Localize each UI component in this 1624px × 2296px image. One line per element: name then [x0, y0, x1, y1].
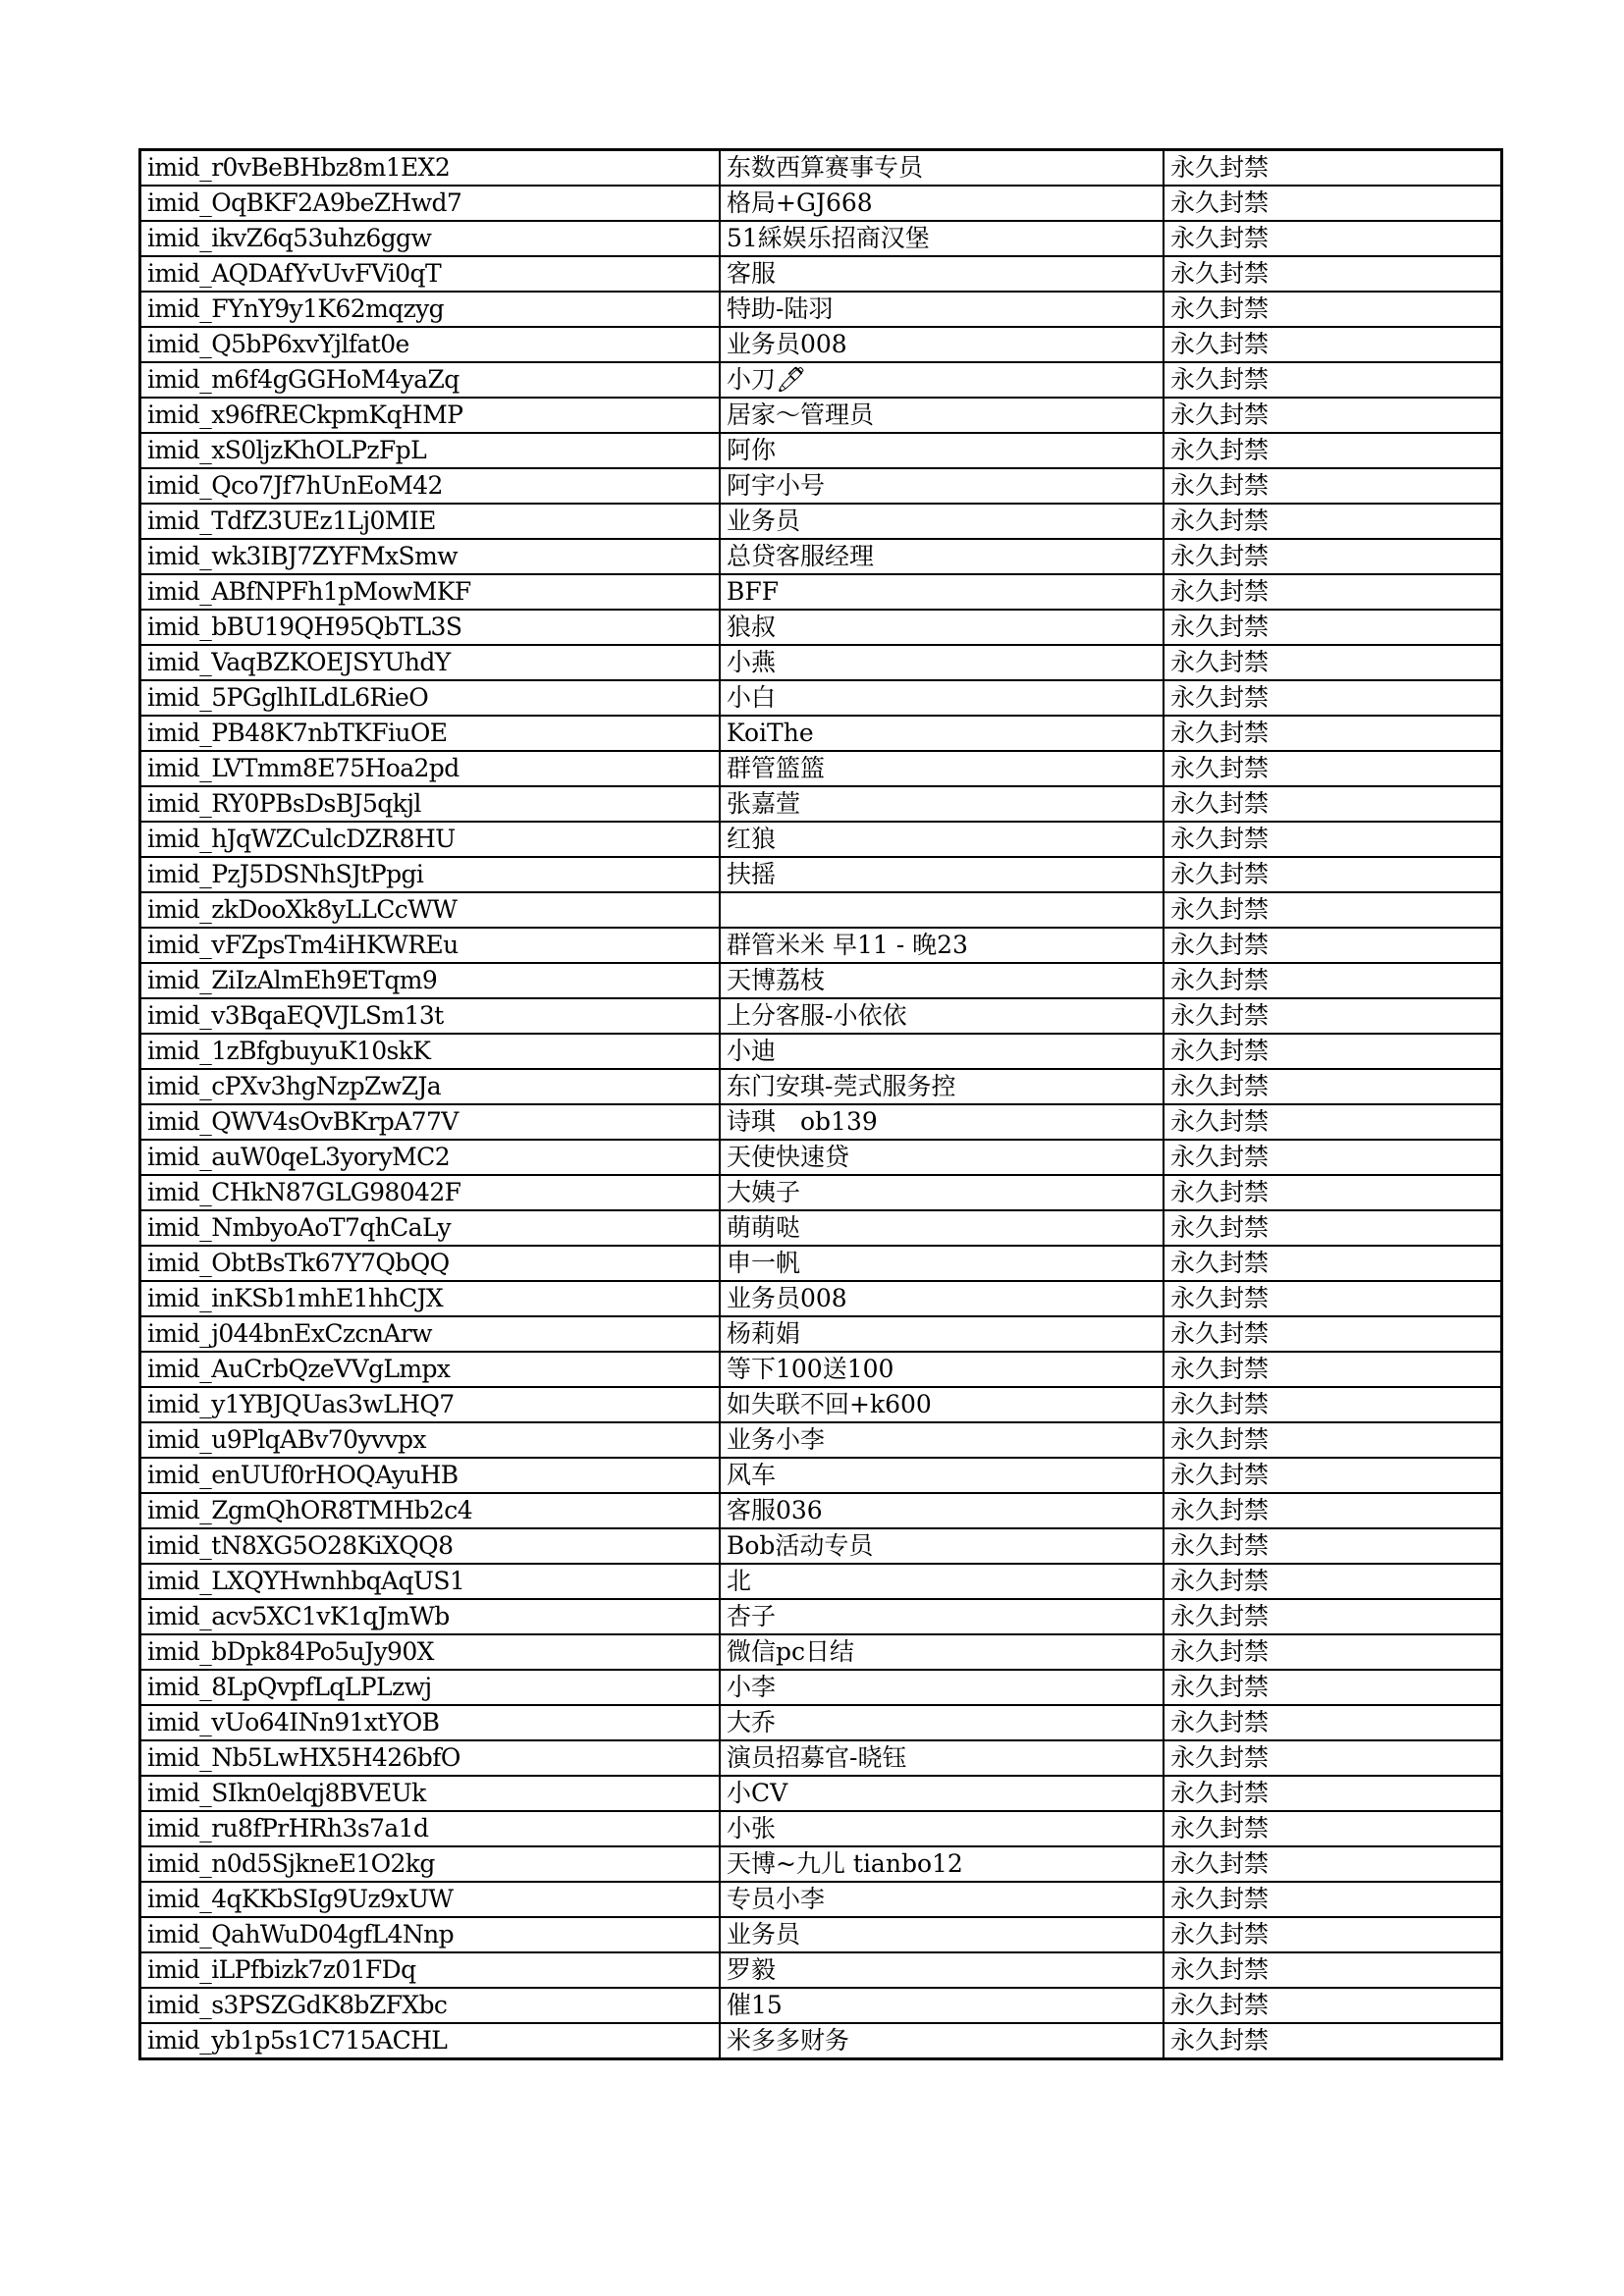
nickname-cell: KoiThe — [720, 716, 1164, 751]
account-id-cell: imid_vFZpsTm4iHKWREu — [140, 928, 721, 963]
table-row — [140, 150, 1502, 187]
table-row — [140, 2023, 1502, 2059]
ban-status-cell: 永久封禁 — [1164, 1776, 1502, 1811]
table-row — [140, 1988, 1502, 2023]
ban-status-cell: 永久封禁 — [1164, 1705, 1502, 1740]
nickname-cell: 大乔 — [720, 1705, 1164, 1740]
table-row — [140, 1493, 1502, 1528]
nickname-cell: 北 — [720, 1564, 1164, 1599]
table-row — [140, 1776, 1502, 1811]
ban-status-cell: 永久封禁 — [1164, 1069, 1502, 1104]
ban-status-cell: 永久封禁 — [1164, 645, 1502, 680]
account-id-cell: imid_wk3IBJ7ZYFMxSmw — [140, 539, 721, 574]
table-row — [140, 1564, 1502, 1599]
ban-status-cell: 永久封禁 — [1164, 362, 1502, 398]
nickname-cell: 天博荔枝 — [720, 963, 1164, 998]
nickname-cell: 微信pc日结 — [720, 1634, 1164, 1670]
table-row — [140, 1387, 1502, 1422]
table-row — [140, 1281, 1502, 1316]
table-row — [140, 680, 1502, 716]
ban-status-cell: 永久封禁 — [1164, 1740, 1502, 1776]
nickname-cell: 小张 — [720, 1811, 1164, 1846]
nickname-cell: 罗毅 — [720, 1952, 1164, 1988]
account-id-cell: imid_VaqBZKOEJSYUhdY — [140, 645, 721, 680]
account-id-cell: imid_ABfNPFh1pMowMKF — [140, 574, 721, 610]
ban-status-cell: 永久封禁 — [1164, 539, 1502, 574]
nickname-cell: 业务小李 — [720, 1422, 1164, 1458]
table-row — [140, 574, 1502, 610]
table-row — [140, 1175, 1502, 1210]
nickname-cell: 专员小李 — [720, 1882, 1164, 1917]
nickname-cell: 格局+GJ668 — [720, 186, 1164, 221]
ban-status-cell: 永久封禁 — [1164, 680, 1502, 716]
nickname-cell: 阿你 — [720, 433, 1164, 468]
account-id-cell: imid_Qco7Jf7hUnEoM42 — [140, 468, 721, 504]
nickname-cell: 米多多财务 — [720, 2023, 1164, 2059]
ban-status-cell: 永久封禁 — [1164, 256, 1502, 292]
account-id-cell: imid_TdfZ3UEz1Lj0MIE — [140, 504, 721, 539]
nickname-cell: 催15 — [720, 1988, 1164, 2023]
account-id-cell: imid_xS0ljzKhOLPzFpL — [140, 433, 721, 468]
nickname-cell: 等下100送100 — [720, 1352, 1164, 1387]
account-id-cell: imid_5PGglhILdL6RieO — [140, 680, 721, 716]
table-row — [140, 1210, 1502, 1246]
nickname-cell: 如失联不回+k600 — [720, 1387, 1164, 1422]
nickname-cell: 业务员 — [720, 504, 1164, 539]
ban-status-cell: 永久封禁 — [1164, 928, 1502, 963]
table-row — [140, 1811, 1502, 1846]
ban-status-cell: 永久封禁 — [1164, 1634, 1502, 1670]
ban-status-cell: 永久封禁 — [1164, 504, 1502, 539]
account-id-cell: imid_Q5bP6xvYjlfat0e — [140, 327, 721, 362]
ban-status-cell: 永久封禁 — [1164, 1988, 1502, 2023]
account-id-cell: imid_LVTmm8E75Hoa2pd — [140, 751, 721, 786]
ban-status-cell: 永久封禁 — [1164, 327, 1502, 362]
ban-status-cell: 永久封禁 — [1164, 468, 1502, 504]
ban-status-cell: 永久封禁 — [1164, 221, 1502, 256]
account-id-cell: imid_bDpk84Po5uJy90X — [140, 1634, 721, 1670]
account-id-cell: imid_r0vBeBHbz8m1EX2 — [140, 150, 721, 187]
ban-status-cell: 永久封禁 — [1164, 1422, 1502, 1458]
account-id-cell: imid_LXQYHwnhbqAqUS1 — [140, 1564, 721, 1599]
account-id-cell: imid_ObtBsTk67Y7QbQQ — [140, 1246, 721, 1281]
ban-status-cell: 永久封禁 — [1164, 1246, 1502, 1281]
nickname-cell: 小李 — [720, 1670, 1164, 1705]
table-row — [140, 221, 1502, 256]
ban-status-cell: 永久封禁 — [1164, 1316, 1502, 1352]
nickname-cell — [720, 892, 1164, 928]
account-id-cell: imid_4qKKbSIg9Uz9xUW — [140, 1882, 721, 1917]
nickname-cell: 群管米米 早11 - 晚23 — [720, 928, 1164, 963]
ban-status-cell: 永久封禁 — [1164, 150, 1502, 187]
account-id-cell: imid_ikvZ6q53uhz6ggw — [140, 221, 721, 256]
ban-status-cell: 永久封禁 — [1164, 292, 1502, 327]
table-row — [140, 751, 1502, 786]
ban-status-cell: 永久封禁 — [1164, 574, 1502, 610]
table-row — [140, 1316, 1502, 1352]
ban-status-cell: 永久封禁 — [1164, 186, 1502, 221]
account-id-cell: imid_ZiIzAlmEh9ETqm9 — [140, 963, 721, 998]
ban-status-cell: 永久封禁 — [1164, 1281, 1502, 1316]
ban-list-body — [140, 150, 1502, 2059]
nickname-cell: 诗琪 ob139 — [720, 1104, 1164, 1140]
table-row — [140, 362, 1502, 398]
nickname-cell: 客服 — [720, 256, 1164, 292]
table-row — [140, 1846, 1502, 1882]
nickname-cell: 大姨子 — [720, 1175, 1164, 1210]
account-id-cell: imid_RY0PBsDsBJ5qkjl — [140, 786, 721, 822]
account-id-cell: imid_FYnY9y1K62mqzyg — [140, 292, 721, 327]
nickname-cell: 客服036 — [720, 1493, 1164, 1528]
account-id-cell: imid_zkDooXk8yLLCcWW — [140, 892, 721, 928]
ban-status-cell: 永久封禁 — [1164, 1917, 1502, 1952]
account-id-cell: imid_auW0qeL3yoryMC2 — [140, 1140, 721, 1175]
ban-status-cell: 永久封禁 — [1164, 1952, 1502, 1988]
account-id-cell: imid_s3PSZGdK8bZFXbc — [140, 1988, 721, 2023]
table-row — [140, 857, 1502, 892]
nickname-cell: 杏子 — [720, 1599, 1164, 1634]
ban-status-cell: 永久封禁 — [1164, 1599, 1502, 1634]
table-row — [140, 1140, 1502, 1175]
account-id-cell: imid_m6f4gGGHoM4yaZq — [140, 362, 721, 398]
nickname-cell: 小CV — [720, 1776, 1164, 1811]
account-id-cell: imid_QahWuD04gfL4Nnp — [140, 1917, 721, 1952]
account-id-cell: imid_v3BqaEQVJLSm13t — [140, 998, 721, 1034]
ban-status-cell: 永久封禁 — [1164, 857, 1502, 892]
nickname-cell: 阿宇小号 — [720, 468, 1164, 504]
table-row — [140, 398, 1502, 433]
nickname-cell: 东数西算赛事专员 — [720, 150, 1164, 187]
table-row — [140, 998, 1502, 1034]
nickname-cell: 杨莉娟 — [720, 1316, 1164, 1352]
ban-status-cell: 永久封禁 — [1164, 1352, 1502, 1387]
ban-status-cell: 永久封禁 — [1164, 998, 1502, 1034]
nickname-cell: Bob活动专员 — [720, 1528, 1164, 1564]
table-row — [140, 1740, 1502, 1776]
ban-status-cell: 永久封禁 — [1164, 2023, 1502, 2059]
table-row — [140, 1422, 1502, 1458]
nickname-cell: 业务员008 — [720, 327, 1164, 362]
ban-status-cell: 永久封禁 — [1164, 1034, 1502, 1069]
ban-status-cell: 永久封禁 — [1164, 1528, 1502, 1564]
table-row — [140, 468, 1502, 504]
account-id-cell: imid_u9PlqABv70yvvpx — [140, 1422, 721, 1458]
table-row — [140, 1352, 1502, 1387]
account-id-cell: imid_enUUf0rHOQAyuHB — [140, 1458, 721, 1493]
account-id-cell: imid_yb1p5s1C715ACHL — [140, 2023, 721, 2059]
table-row — [140, 1458, 1502, 1493]
nickname-cell: 张嘉萱 — [720, 786, 1164, 822]
nickname-cell: 天使快速贷 — [720, 1140, 1164, 1175]
table-row — [140, 963, 1502, 998]
table-row — [140, 186, 1502, 221]
table-row — [140, 292, 1502, 327]
account-id-cell: imid_NmbyoAoT7qhCaLy — [140, 1210, 721, 1246]
ban-status-cell: 永久封禁 — [1164, 1175, 1502, 1210]
account-id-cell: imid_hJqWZCulcDZR8HU — [140, 822, 721, 857]
table-row — [140, 539, 1502, 574]
account-id-cell: imid_ru8fPrHRh3s7a1d — [140, 1811, 721, 1846]
table-row — [140, 892, 1502, 928]
ban-status-cell: 永久封禁 — [1164, 963, 1502, 998]
table-row — [140, 1952, 1502, 1988]
account-id-cell: imid_x96fRECkpmKqHMP — [140, 398, 721, 433]
nickname-cell: 小白 — [720, 680, 1164, 716]
account-id-cell: imid_Nb5LwHX5H426bfO — [140, 1740, 721, 1776]
table-row — [140, 716, 1502, 751]
nickname-cell: 风车 — [720, 1458, 1164, 1493]
nickname-cell: 上分客服-小依依 — [720, 998, 1164, 1034]
account-id-cell: imid_SIkn0elqj8BVEUk — [140, 1776, 721, 1811]
table-row — [140, 1917, 1502, 1952]
account-id-cell: imid_CHkN87GLG98042F — [140, 1175, 721, 1210]
table-row — [140, 504, 1502, 539]
table-row — [140, 256, 1502, 292]
ban-status-cell: 永久封禁 — [1164, 1564, 1502, 1599]
table-row — [140, 1634, 1502, 1670]
account-id-cell: imid_QWV4sOvBKrpA77V — [140, 1104, 721, 1140]
nickname-cell: 小迪 — [720, 1034, 1164, 1069]
table-row — [140, 1246, 1502, 1281]
nickname-cell: 业务员 — [720, 1917, 1164, 1952]
table-row — [140, 610, 1502, 645]
account-id-cell: imid_j044bnExCzcnArw — [140, 1316, 721, 1352]
ban-status-cell: 永久封禁 — [1164, 610, 1502, 645]
ban-status-cell: 永久封禁 — [1164, 1811, 1502, 1846]
nickname-cell: 萌萌哒 — [720, 1210, 1164, 1246]
nickname-cell: 天博~九儿 tianbo12 — [720, 1846, 1164, 1882]
ban-status-cell: 永久封禁 — [1164, 892, 1502, 928]
table-row — [140, 1882, 1502, 1917]
nickname-cell: 小刀🖊 — [720, 362, 1164, 398]
account-id-cell: imid_vUo64INn91xtYOB — [140, 1705, 721, 1740]
nickname-cell: 狼叔 — [720, 610, 1164, 645]
table-row — [140, 1670, 1502, 1705]
nickname-cell: 申一帆 — [720, 1246, 1164, 1281]
account-id-cell: imid_acv5XC1vK1qJmWb — [140, 1599, 721, 1634]
account-id-cell: imid_AQDAfYvUvFVi0qT — [140, 256, 721, 292]
ban-status-cell: 永久封禁 — [1164, 786, 1502, 822]
account-id-cell: imid_ZgmQhOR8TMHb2c4 — [140, 1493, 721, 1528]
nickname-cell: 红狼 — [720, 822, 1164, 857]
account-id-cell: imid_PB48K7nbTKFiuOE — [140, 716, 721, 751]
account-id-cell: imid_n0d5SjkneE1O2kg — [140, 1846, 721, 1882]
account-id-cell: imid_1zBfgbuyuK10skK — [140, 1034, 721, 1069]
ban-status-cell: 永久封禁 — [1164, 398, 1502, 433]
account-id-cell: imid_tN8XG5O28KiXQQ8 — [140, 1528, 721, 1564]
ban-status-cell: 永久封禁 — [1164, 716, 1502, 751]
table-row — [140, 786, 1502, 822]
account-id-cell: imid_iLPfbizk7z01FDq — [140, 1952, 721, 1988]
account-id-cell: imid_y1YBJQUas3wLHQ7 — [140, 1387, 721, 1422]
account-id-cell: imid_PzJ5DSNhSJtPpgi — [140, 857, 721, 892]
ban-status-cell: 永久封禁 — [1164, 1670, 1502, 1705]
nickname-cell: 扶摇 — [720, 857, 1164, 892]
ban-status-cell: 永久封禁 — [1164, 1458, 1502, 1493]
ban-status-cell: 永久封禁 — [1164, 1882, 1502, 1917]
nickname-cell: 群管篮篮 — [720, 751, 1164, 786]
account-id-cell: imid_8LpQvpfLqLPLzwj — [140, 1670, 721, 1705]
table-row — [140, 1705, 1502, 1740]
ban-status-cell: 永久封禁 — [1164, 822, 1502, 857]
nickname-cell: BFF — [720, 574, 1164, 610]
ban-status-cell: 永久封禁 — [1164, 1104, 1502, 1140]
nickname-cell: 特助-陆羽 — [720, 292, 1164, 327]
ban-status-cell: 永久封禁 — [1164, 1140, 1502, 1175]
ban-status-cell: 永久封禁 — [1164, 433, 1502, 468]
table-row — [140, 1599, 1502, 1634]
table-row — [140, 822, 1502, 857]
nickname-cell: 总贷客服经理 — [720, 539, 1164, 574]
table-row — [140, 1528, 1502, 1564]
account-id-cell: imid_inKSb1mhE1hhCJX — [140, 1281, 721, 1316]
nickname-cell: 51綵娱乐招商汉堡 — [720, 221, 1164, 256]
ban-status-cell: 永久封禁 — [1164, 1493, 1502, 1528]
nickname-cell: 演员招募官-晓钰 — [720, 1740, 1164, 1776]
ban-status-cell: 永久封禁 — [1164, 1210, 1502, 1246]
nickname-cell: 东门安琪-莞式服务控 — [720, 1069, 1164, 1104]
account-id-cell: imid_OqBKF2A9beZHwd7 — [140, 186, 721, 221]
table-row — [140, 327, 1502, 362]
account-id-cell: imid_bBU19QH95QbTL3S — [140, 610, 721, 645]
nickname-cell: 业务员008 — [720, 1281, 1164, 1316]
table-row — [140, 433, 1502, 468]
table-row — [140, 645, 1502, 680]
nickname-cell: 小燕 — [720, 645, 1164, 680]
ban-status-cell: 永久封禁 — [1164, 1387, 1502, 1422]
account-id-cell: imid_AuCrbQzeVVgLmpx — [140, 1352, 721, 1387]
account-id-cell: imid_cPXv3hgNzpZwZJa — [140, 1069, 721, 1104]
ban-list-table — [138, 148, 1503, 2060]
table-row — [140, 1069, 1502, 1104]
table-row — [140, 1034, 1502, 1069]
table-row — [140, 928, 1502, 963]
nickname-cell: 居家～管理员 — [720, 398, 1164, 433]
table-row — [140, 1104, 1502, 1140]
ban-status-cell: 永久封禁 — [1164, 1846, 1502, 1882]
ban-status-cell: 永久封禁 — [1164, 751, 1502, 786]
